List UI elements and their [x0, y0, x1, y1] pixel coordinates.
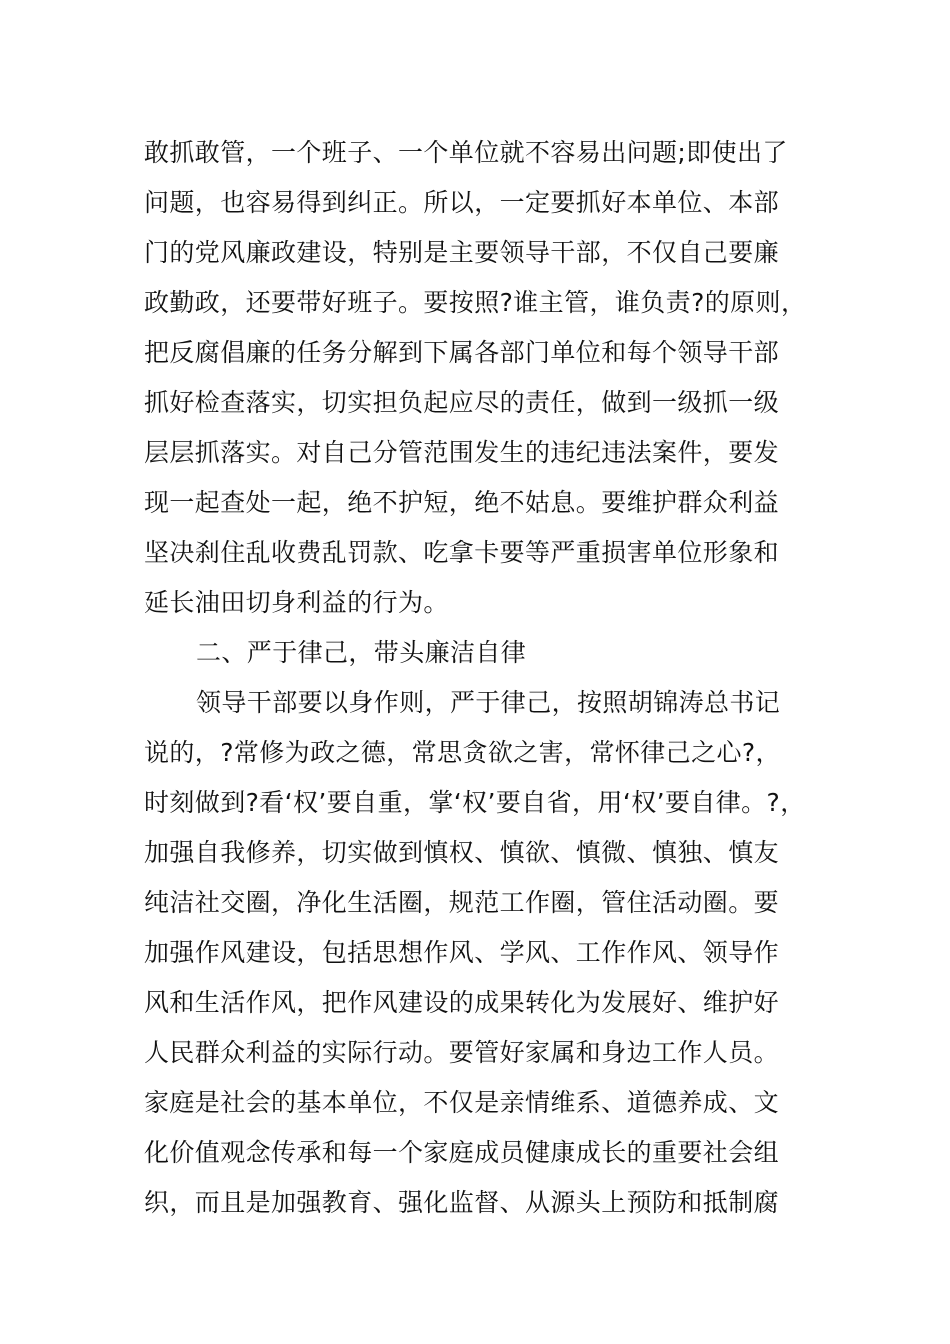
text-line: 说的，?常修为政之德，常思贪欲之害，常怀律己之心?，	[144, 738, 781, 767]
text-line: 织，而且是加强教育、强化监督、从源头上预防和抵制腐	[144, 1188, 780, 1217]
text-line: 加强作风建设，包括思想作风、学风、工作作风、领导作	[144, 938, 780, 967]
text-line: 时刻做到?看‘权’要自重，掌‘权’要自省，用‘权’要自律。?，	[144, 788, 806, 817]
text-line: 抓好检查落实，切实担负起应尽的责任，做到一级抓一级	[144, 388, 780, 417]
text-line: 家庭是社会的基本单位，不仅是亲情维系、道德养成、文	[144, 1088, 780, 1117]
document-body	[144, 128, 844, 1228]
text-line: 坚决刹住乱收费乱罚款、吃拿卡要等严重损害单位形象和	[144, 538, 780, 567]
text-line: 化价值观念传承和每一个家庭成员健康成长的重要社会组	[144, 1138, 780, 1167]
text-line: 问题，也容易得到纠正。所以，一定要抓好本单位、本部	[144, 188, 780, 217]
text-line: 延长油田切身利益的行为。	[144, 588, 449, 617]
text-line: 风和生活作风，把作风建设的成果转化为发展好、维护好	[144, 988, 780, 1017]
text-line: 敢抓敢管，一个班子、一个单位就不容易出问题;即使出了	[144, 138, 788, 167]
text-line: 门的党风廉政建设，特别是主要领导干部，不仅自己要廉	[144, 238, 780, 267]
text-line: 层层抓落实。对自己分管范围发生的违纪违法案件，要发	[144, 438, 780, 467]
text-line: 加强自我修养，切实做到慎权、慎欲、慎微、慎独、慎友	[144, 838, 780, 867]
text-line: 纯洁社交圈，净化生活圈，规范工作圈，管住活动圈。要	[144, 888, 780, 917]
text-line: 现一起查处一起，绝不护短，绝不姑息。要维护群众利益	[144, 488, 780, 517]
text-line: 把反腐倡廉的任务分解到下属各部门单位和每个领导干部	[144, 338, 780, 367]
text-line: 政勤政，还要带好班子。要按照?谁主管，谁负责?的原则，	[144, 288, 807, 317]
text-line: 人民群众利益的实际行动。要管好家属和身边工作人员。	[144, 1038, 780, 1067]
section-heading: 二、严于律己，带头廉洁自律	[196, 638, 527, 667]
paragraph-start-line: 领导干部要以身作则，严于律己，按照胡锦涛总书记	[196, 688, 781, 717]
